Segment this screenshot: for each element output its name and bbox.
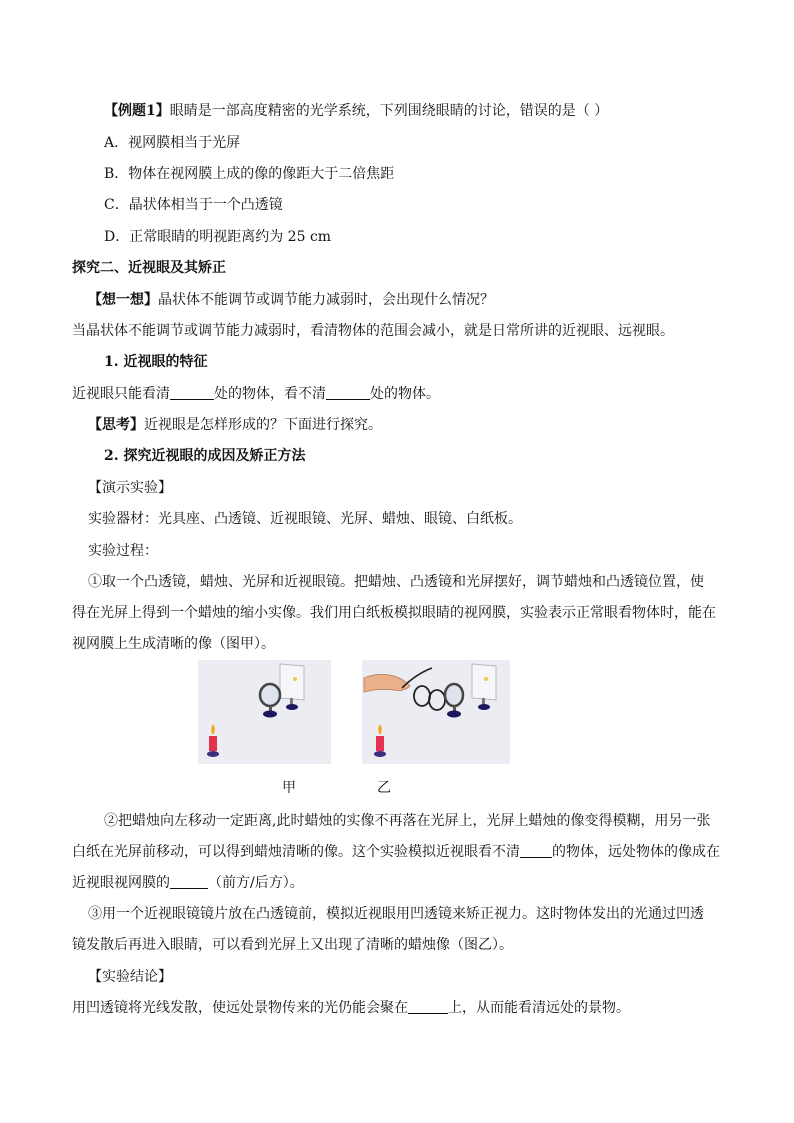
option-a: A．视网膜相当于光屏 [104, 135, 241, 151]
subheading-2: 2. 探究近视眼的成因及矫正方法 [104, 448, 306, 464]
option-b: B．物体在视网膜上成的像的像距大于二倍焦距 [104, 166, 395, 182]
step1-line-2: 得在光屏上得到一个蜡烛的缩小实像。我们用白纸板模拟眼睛的视网膜，实验表示正常眼看物体时，能在 [72, 605, 716, 621]
blank-retina [408, 999, 448, 1014]
think-tag: 【想一想】 [88, 292, 158, 308]
process-label: 实验过程： [88, 543, 158, 559]
fill-text-c: 处的物体。 [370, 386, 440, 402]
blank-far [326, 385, 370, 400]
step1-line-3: 视网膜上生成清晰的像（图甲）。 [72, 636, 275, 652]
reflect-text: 近视眼是怎样形成的？下面进行探究。 [144, 417, 382, 433]
option-d: D．正常眼睛的明视距离约为 25 cm [104, 229, 332, 245]
reflect-line [88, 415, 382, 435]
blank-near [170, 385, 214, 400]
equipment-line: 实验器材：光具座、凸透镜、近视眼镜、光屏、蜡烛、眼镜、白纸板。 [88, 511, 522, 527]
step3-line-1: ③用一个近视眼镜镜片放在凸透镜前，模拟近视眼用凹透镜来矫正视力。这时物体发出的光通过凹透 [88, 906, 704, 922]
conclusion-tag: 【实验结论】 [88, 969, 172, 985]
fill-text-a: 近视眼只能看清 [72, 386, 170, 402]
figure-b-caption: 乙 [377, 780, 391, 796]
step2-text-d: （前方/后方）。 [208, 875, 304, 891]
figure-b-image [362, 660, 510, 764]
step2-text-a: 白纸在光屏前移动，可以得到蜡烛清晰的像。这个实验模拟近视眼看不清 [72, 844, 520, 860]
step2-text-c: 近视眼视网膜的 [72, 875, 170, 891]
conclusion-text-a: 用凹透镜将光线发散，使远处景物传来的光仍能会聚在 [72, 1000, 408, 1016]
conclusion-text-b: 上，从而能看清远处的景物。 [448, 1000, 630, 1016]
step2-line-1: ②把蜡烛向左移动一定距离,此时蜡烛的实像不再落在光屏上，光屏上蜡烛的像变得模糊，用另一张 [104, 813, 711, 829]
section-heading: 探究二、近视眼及其矫正 [72, 260, 226, 276]
think-answer: 当晶状体不能调节或调节能力减弱时，看清物体的范围会减小，就是日常所讲的近视眼、远视眼。 [72, 323, 674, 339]
step1-line-1: ①取一个凸透镜，蜡烛、光屏和近视眼镜。把蜡烛、凸透镜和光屏摆好，调节蜡烛和凸透镜位置，使 [88, 574, 704, 590]
fill-line-1 [72, 384, 440, 404]
example-tag: 【例题1】 [104, 103, 170, 119]
step2-line-2 [72, 842, 720, 862]
think-text: 晶状体不能调节或调节能力减弱时，会出现什么情况？ [158, 292, 494, 308]
step2-line-3 [72, 873, 304, 893]
step2-text-b: 的物体，远处物体的像成在 [552, 844, 720, 860]
option-c: C．晶状体相当于一个凸透镜 [104, 197, 283, 213]
demo-tag: 【演示实验】 [88, 480, 172, 496]
figure-a-caption: 甲 [282, 780, 296, 796]
step3-line-2: 镜发散后再进入眼睛，可以看到光屏上又出现了清晰的蜡烛像（图乙）。 [72, 937, 513, 953]
blank-position [170, 874, 208, 889]
example-question [104, 101, 608, 121]
example-question-text: 眼睛是一部高度精密的光学系统，下列围绕眼睛的讨论，错误的是（ ） [169, 103, 609, 119]
reflect-tag: 【思考】 [88, 417, 144, 433]
conclusion-line [72, 998, 630, 1018]
fill-text-b: 处的物体，看不清 [214, 386, 326, 402]
blank-distance [520, 843, 552, 858]
think-line [88, 290, 494, 310]
figure-a-image [198, 660, 331, 764]
subheading-1: 1. 近视眼的特征 [104, 354, 208, 370]
